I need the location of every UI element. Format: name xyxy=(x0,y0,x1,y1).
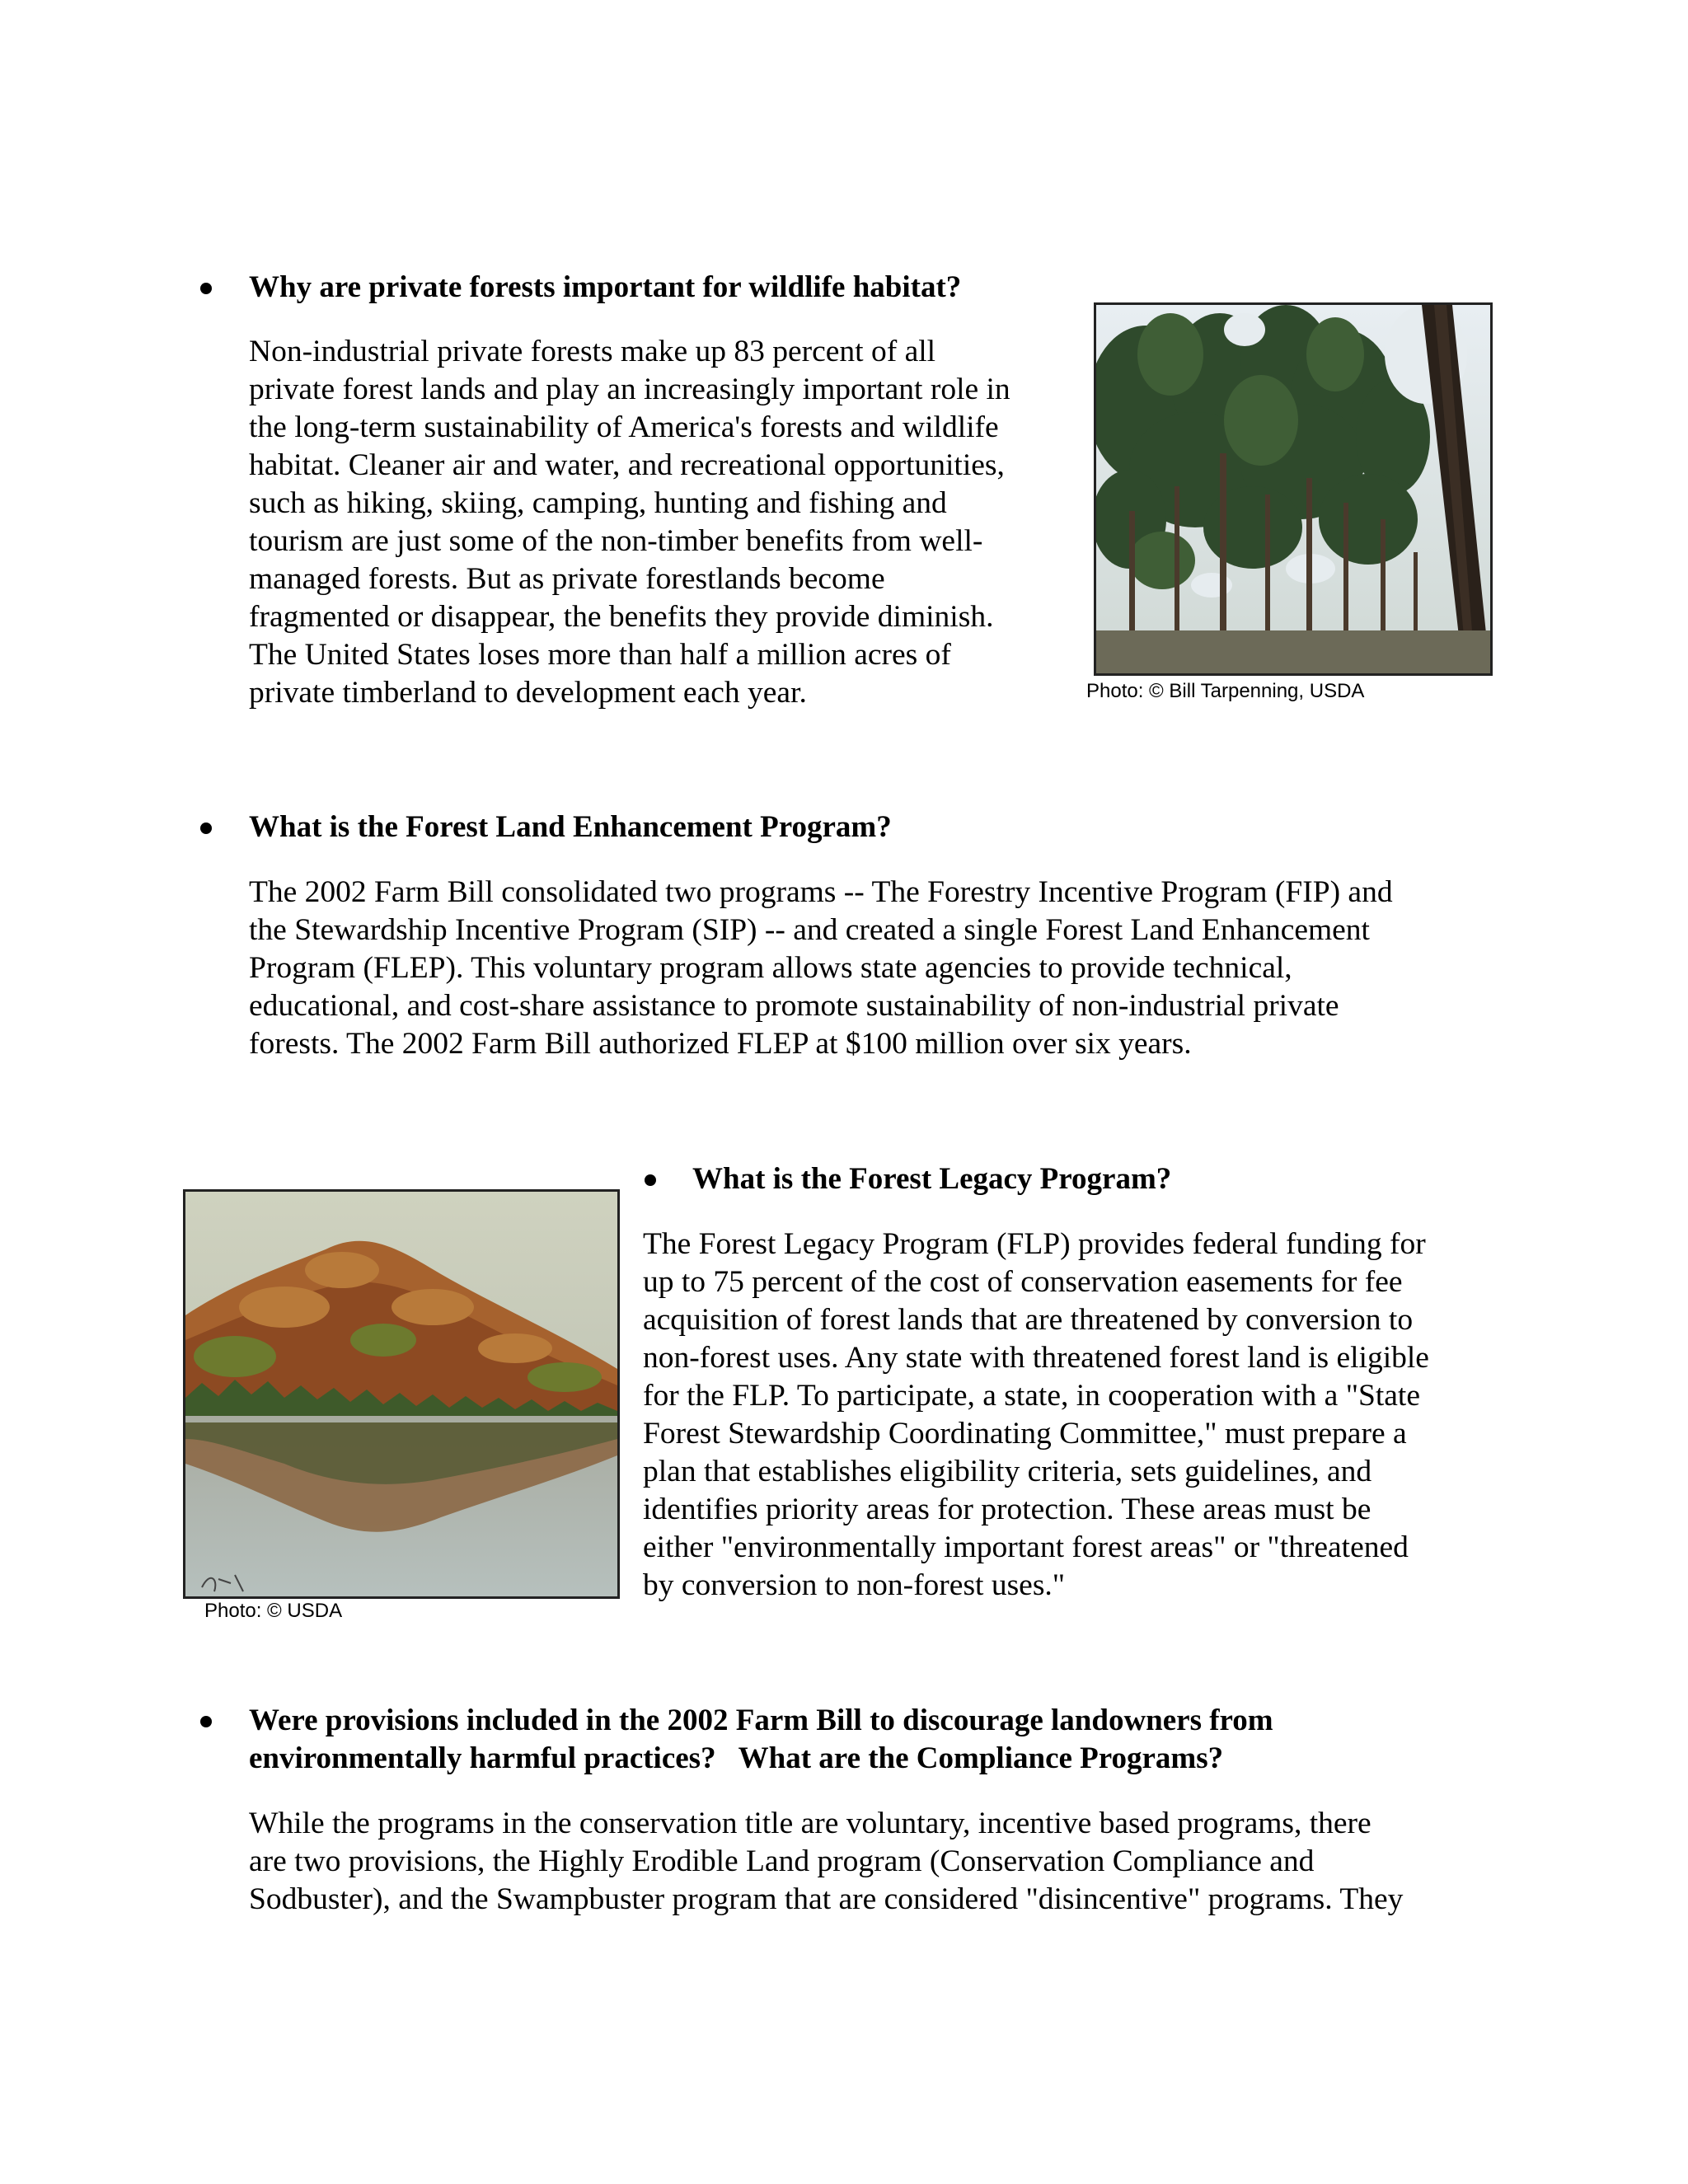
autumn-hill-photo xyxy=(183,1189,620,1599)
compliance-question xyxy=(249,1702,1273,1778)
paragraph-line: acquisition of forest lands that are threatened by conversion to xyxy=(643,1303,1414,1337)
paragraph-line: fragmented or disappear, the benefits they provide diminish. xyxy=(249,600,994,634)
autumn-hill-image xyxy=(185,1192,617,1596)
paragraph-line: for the FLP. To participate, a state, in cooperation with a "State xyxy=(643,1379,1420,1413)
paragraph-line: identifies priority areas for protection. These areas must be xyxy=(643,1493,1372,1526)
paragraph-line: non-forest uses. Any state with threatened forest land is eligible xyxy=(643,1341,1429,1375)
paragraph-line: plan that establishes eligibility criteria, sets guidelines, and xyxy=(643,1455,1372,1488)
paragraph-line: the Stewardship Incentive Program (SIP) -- and created a single Forest Land Enhancement xyxy=(249,913,1370,947)
bullet-icon xyxy=(200,823,212,834)
paragraph-line: tourism are just some of the non-timber benefits from well- xyxy=(249,524,983,558)
paragraph-line: Non-industrial private forests make up 83 percent of all xyxy=(249,335,936,368)
habitat-paragraph xyxy=(249,333,1010,712)
legacy-paragraph xyxy=(643,1226,1429,1605)
pine-forest-photo xyxy=(1094,302,1493,676)
habitat-photo-caption: Photo: © Bill Tarpenning, USDA xyxy=(1086,680,1365,702)
paragraph-line: the long-term sustainability of America's forests and wildlife xyxy=(249,410,999,444)
flep-question: What is the Forest Land Enhancement Program? xyxy=(249,810,892,844)
flep-paragraph xyxy=(249,874,1393,1063)
paragraph-line: such as hiking, skiing, camping, hunting and fishing and xyxy=(249,486,947,520)
bullet-icon xyxy=(645,1174,656,1186)
legacy-question: What is the Forest Legacy Program? xyxy=(692,1162,1172,1196)
paragraph-line: Forest Stewardship Coordinating Committee," must prepare a xyxy=(643,1417,1407,1451)
compliance-paragraph xyxy=(249,1805,1403,1919)
paragraph-line: The 2002 Farm Bill consolidated two programs -- The Forestry Incentive Program (FIP) and xyxy=(249,875,1393,909)
legacy-photo-caption: Photo: © USDA xyxy=(204,1600,343,1622)
paragraph-line: educational, and cost-share assistance to promote sustainability of non-industrial private xyxy=(249,989,1339,1023)
paragraph-line: The Forest Legacy Program (FLP) provides federal funding for xyxy=(643,1227,1426,1261)
paragraph-line: While the programs in the conservation title are voluntary, incentive based programs, there xyxy=(249,1807,1372,1840)
paragraph-line: managed forests. But as private forestlands become xyxy=(249,562,885,596)
pine-forest-image xyxy=(1096,305,1490,673)
paragraph-line: habitat. Cleaner air and water, and recreational opportunities, xyxy=(249,448,1005,482)
paragraph-line: either "environmentally important forest areas" or "threatened xyxy=(643,1530,1409,1564)
paragraph-line: forests. The 2002 Farm Bill authorized FLEP at $100 million over six years. xyxy=(249,1027,1192,1061)
habitat-question: Why are private forests important for wildlife habitat? xyxy=(249,270,962,304)
question-line: environmentally harmful practices? What are the Compliance Programs? xyxy=(249,1741,1224,1775)
question-line: Were provisions included in the 2002 Farm Bill to discourage landowners from xyxy=(249,1704,1273,1737)
paragraph-line: private forest lands and play an increasingly important role in xyxy=(249,373,1010,406)
paragraph-line: Program (FLEP). This voluntary program allows state agencies to provide technical, xyxy=(249,951,1292,985)
paragraph-line: private timberland to development each year. xyxy=(249,676,807,710)
paragraph-line: are two provisions, the Highly Erodible Land program (Conservation Compliance and xyxy=(249,1844,1315,1878)
paragraph-line: by conversion to non-forest uses." xyxy=(643,1568,1066,1602)
paragraph-line: Sodbuster), and the Swampbuster program that are considered "disincentive" programs. They xyxy=(249,1882,1404,1916)
paragraph-line: The United States loses more than half a million acres of xyxy=(249,638,951,672)
bullet-icon xyxy=(200,1716,212,1727)
paragraph-line: up to 75 percent of the cost of conservation easements for fee xyxy=(643,1265,1403,1299)
bullet-icon xyxy=(200,283,212,294)
